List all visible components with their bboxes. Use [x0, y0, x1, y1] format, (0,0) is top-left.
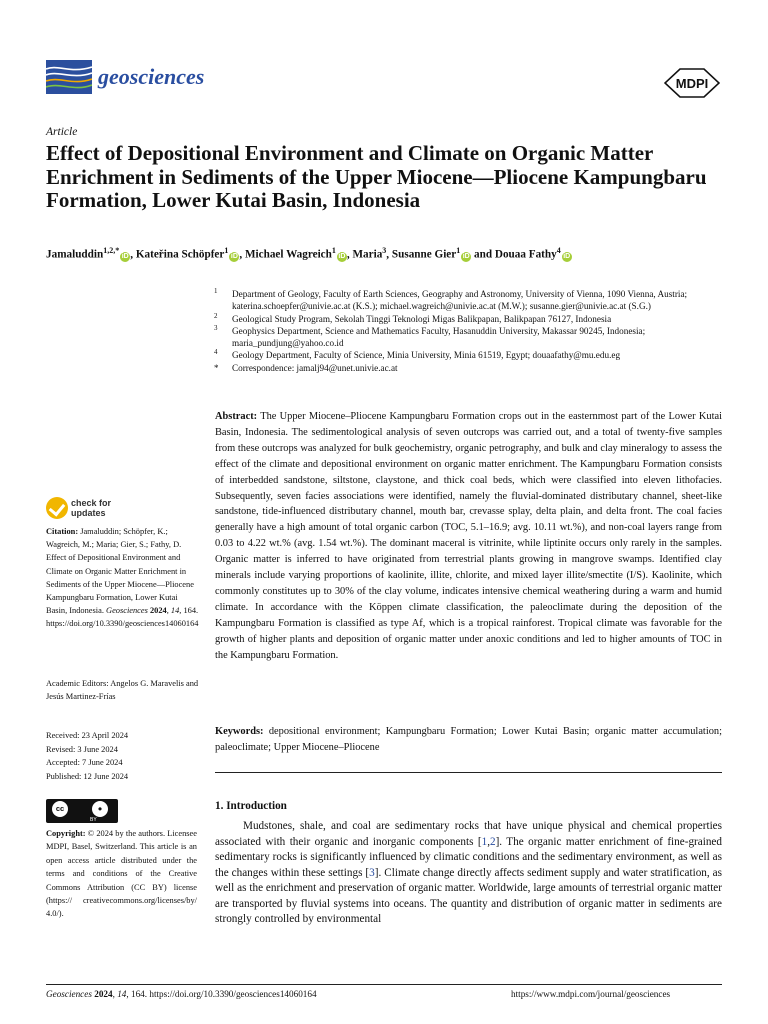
orcid-icon[interactable]: iD — [462, 252, 470, 260]
footer-citation: Geosciences 2024, 14, 164. https://doi.org/10.3390/geosciences14060164 — [46, 989, 317, 999]
author-name[interactable]: Jamaluddin — [46, 248, 104, 261]
affiliation-item — [212, 362, 732, 374]
author-separator: , — [346, 248, 353, 261]
affiliation-item — [212, 349, 732, 361]
author-separator: , — [386, 248, 392, 261]
author-list — [46, 246, 736, 262]
keywords-text: depositional environment; Kampungbaru Formation; Lower Kutai Basin; organic matter accumulation; paleoclimate; Upper Miocene–Pliocene — [215, 726, 722, 753]
check-for-updates-button[interactable] — [46, 497, 126, 521]
author-affiliation-marker: 1 — [331, 246, 336, 255]
section-divider — [215, 772, 722, 773]
affiliation-number: 1 — [214, 287, 218, 295]
reference-link[interactable]: 3 — [369, 866, 375, 879]
journal-logo-icon — [46, 60, 92, 94]
author-name[interactable]: Kateřina Schöpfer — [135, 248, 225, 261]
author-separator: and — [471, 248, 495, 261]
date-revised: Revised: 3 June 2024 — [46, 744, 118, 754]
author-name[interactable]: Maria — [352, 248, 383, 261]
date-accepted: Accepted: 7 June 2024 — [46, 758, 123, 767]
author-separator: , — [239, 248, 245, 261]
copyright-label: Copyright: — [46, 829, 86, 838]
affiliation-text: Correspondence: jamalj94@unet.univie.ac.at — [232, 362, 398, 373]
keywords-label: Keywords: — [215, 726, 264, 737]
introduction-paragraph: Mudstones, shale, and coal are sedimentary rocks that have unique physical and chemical properties associated with their organic and inorganic components [1,2]. The organic matter enrichment of fine-grained sedimentary rocks is significantly influenced by climatic conditions and the sedimentary environment, as well as the changes within these settings [3]. Climate change directly affects sediment supply and water stratification, as well as the enrichment and preservation of organic matter. Worldwide, large amounts of terrestrial organic matter are transported by fluvial systems into oceans. The quantity and distribution of organic matter in sediments are strongly controlled by environmental — [215, 820, 722, 925]
citation: Citation: Jamaluddin; Schöpfer, K.; Wagreich, M.; Maria; Gier, S.; Fathy, D. Effect of Depositional Environment and Climate on Organic Matter Enrichment in Sediments of the Upper Miocene—Pliocene Kampungbaru Formation, Lower Kutai Basin, Indonesia. Geosciences 2024, 14, 164. https://doi.org/10.3390/geosciences14060164 — [46, 527, 199, 629]
affiliation-text: Department of Geology, Faculty of Earth Sciences, Geography and Astronomy, University of Vienna, 1090 Vienna, Austria; katerina.schoepfer@univie.ac.at (K.S.); michael.wagreich@univie.ac.at (M.W.); susanne.gier@univie.ac.at (S.G.) — [232, 289, 688, 312]
citation-year: 2024 — [149, 606, 167, 616]
check-updates-label: check for updates — [71, 498, 112, 518]
cc-license-badge-icon[interactable] — [46, 799, 118, 823]
academic-editors: Academic Editors: Angelos G. Maravelis and Jesús Martinez-Frías — [46, 679, 199, 702]
author-separator: , — [130, 248, 136, 261]
article-title: Effect of Depositional Environment and Climate on Organic Matter Enrichment in Sediments of the Upper Miocene—Pliocene Kampungbaru Formation, Lower Kutai Basin, Indonesia — [46, 141, 707, 213]
date-published: Published: 12 June 2024 — [46, 771, 129, 781]
footer-rule — [46, 984, 722, 985]
publisher-name: MDPI — [675, 76, 709, 91]
footer-journal-url[interactable]: https://www.mdpi.com/journal/geosciences — [511, 989, 671, 999]
orcid-icon[interactable]: iD — [563, 252, 571, 260]
citation-text: Jamaluddin; Schöpfer, K.; Wagreich, M.; Maria; Gier, S.; Fathy, D. Effect of Depositional Environment and Climate on Organic Matter Enrichment in Sediments of the Upper Miocene—Pliocene Kampungbaru Formation, Lower Kutai Basin, Indonesia. — [46, 527, 194, 616]
author-affiliation-marker: 4 — [556, 246, 561, 255]
affiliation-item — [212, 288, 732, 313]
author-affiliation-marker: 1 — [224, 246, 229, 255]
affiliation-number: 4 — [214, 348, 218, 357]
cc-by-label: BY — [90, 817, 97, 823]
journal-name: geosciences — [98, 64, 205, 89]
affiliations — [212, 288, 732, 374]
reference-link[interactable]: 1 — [481, 835, 488, 848]
copyright-text: © 2024 by the authors. Licensee MDPI, Basel, Switzerland. This article is an open access article distributed under the terms and conditions of the Creative Commons Attribution (CC BY) license (https:// creativecommons.org/licenses/by/ 4.0/). — [46, 829, 197, 919]
affiliation-text: Geology Department, Faculty of Science, Minia University, Minia 61519, Egypt; douaafathy@mu.edu.eg — [232, 350, 621, 361]
orcid-icon[interactable]: iD — [338, 252, 346, 260]
affiliation-number: * — [214, 362, 219, 373]
citation-journal: Geosciences — [106, 606, 148, 616]
article-dates — [46, 729, 200, 783]
citation-doi-link[interactable]: 164. https://doi.org/10.3390/geosciences14060164 — [46, 606, 199, 629]
citation-volume: 14 — [170, 606, 180, 616]
author-affiliation-marker: 1 — [456, 246, 461, 255]
affiliation-item — [212, 325, 732, 350]
affiliation-number: 2 — [214, 311, 218, 320]
author-name[interactable]: Douaa Fathy — [494, 248, 557, 261]
reference-link[interactable]: 2 — [489, 835, 496, 848]
date-received: Received: 23 April 2024 — [46, 731, 129, 740]
affiliation-item — [212, 313, 732, 325]
copyright-notice — [46, 827, 197, 921]
mdpi-logo-icon — [664, 68, 720, 98]
keywords — [215, 724, 722, 756]
attribution-person-icon: ● — [92, 801, 108, 817]
affiliation-text: Geological Study Program, Sekolah Tinggi Teknologi Migas Balikpapan, Balikpapan 76127, Indonesia — [232, 313, 612, 324]
author-affiliation-marker: 1,2,* — [103, 246, 120, 255]
orcid-icon[interactable]: iD — [230, 252, 238, 260]
affiliation-number: 3 — [214, 323, 218, 332]
section-heading-introduction: 1. Introduction — [215, 800, 287, 812]
article-type: Article — [46, 126, 78, 138]
author-affiliation-marker: 3 — [382, 246, 387, 255]
citation-label: Citation: — [46, 527, 79, 536]
abstract-text: The Upper Miocene–Pliocene Kampungbaru Formation crops out in the easternmost part of the Lower Kutai Basin, Indonesia. The sedimentological analysis of seven outcrops was carried out, and a total of twenty-five samples from these outcrops was analyzed for bulk geochemistry, organic petrography, and bulk and clay mineralogy to assess the effect of the climate and depositional environment on organic matter enrichment. The Kampungbaru Formation consists of interbedded sandstone, siltstone, claystone, and thick coal beds, which were classified into eleven lithofacies. Subsequently, seven facies associations were identified, namely the fluvial-dominated distributary channel, sheet-like sandstone, tide-influenced distributary channel, mouth bar, crevasse splay, delta plain, and delta front. The coal facies generally have a high amount of total organic carbon (TOC, 5.1–16.9; avg. 10.11 wt.%), and non-coal layers range from 0.03 to 4.22 wt.% (avg. 1.54 wt.%). The dominant maceral is vitrinite, while liptinite occurs only rarely in the samples. Organic matter is inferred to have originated from terrestrial plants growing in mangrove swamps. Identified clay minerals include varying proportions of kaolinite, illite, chlorite, and mixed layer illite/smectite (I/S). Kaolinite, which commonly constitutes up to 30% of the clay volume, indicates intensive chemical weathering during a warm and humid climate. In accordance with the Köppen climate classification, the paleoclimate during the deposition of the Kampungbaru Formation is classified as type Af, which is a tropical rainforest. Tropical climate was favorable for the growth of higher plants and deposition of organic matter under anoxic conditions and led to higher amounts of TOC in the Kampungbaru Formation. — [215, 411, 722, 661]
orcid-icon[interactable]: iD — [121, 252, 129, 260]
author-name[interactable]: Michael Wagreich — [244, 248, 332, 261]
affiliation-text: Geophysics Department, Science and Mathematics Faculty, Hasanuddin University, Makassar 90245, Indonesia; maria_pundjung@yahoo.co.id — [232, 325, 646, 349]
checkmark-icon — [46, 497, 68, 519]
cc-icon: cc — [52, 801, 68, 817]
abstract-label: Abstract: — [215, 411, 258, 422]
author-name[interactable]: Susanne Gier — [391, 248, 457, 261]
footer-doi-link[interactable]: 164. https://doi.org/10.3390/geosciences14060164 — [130, 989, 317, 999]
abstract — [215, 409, 722, 664]
